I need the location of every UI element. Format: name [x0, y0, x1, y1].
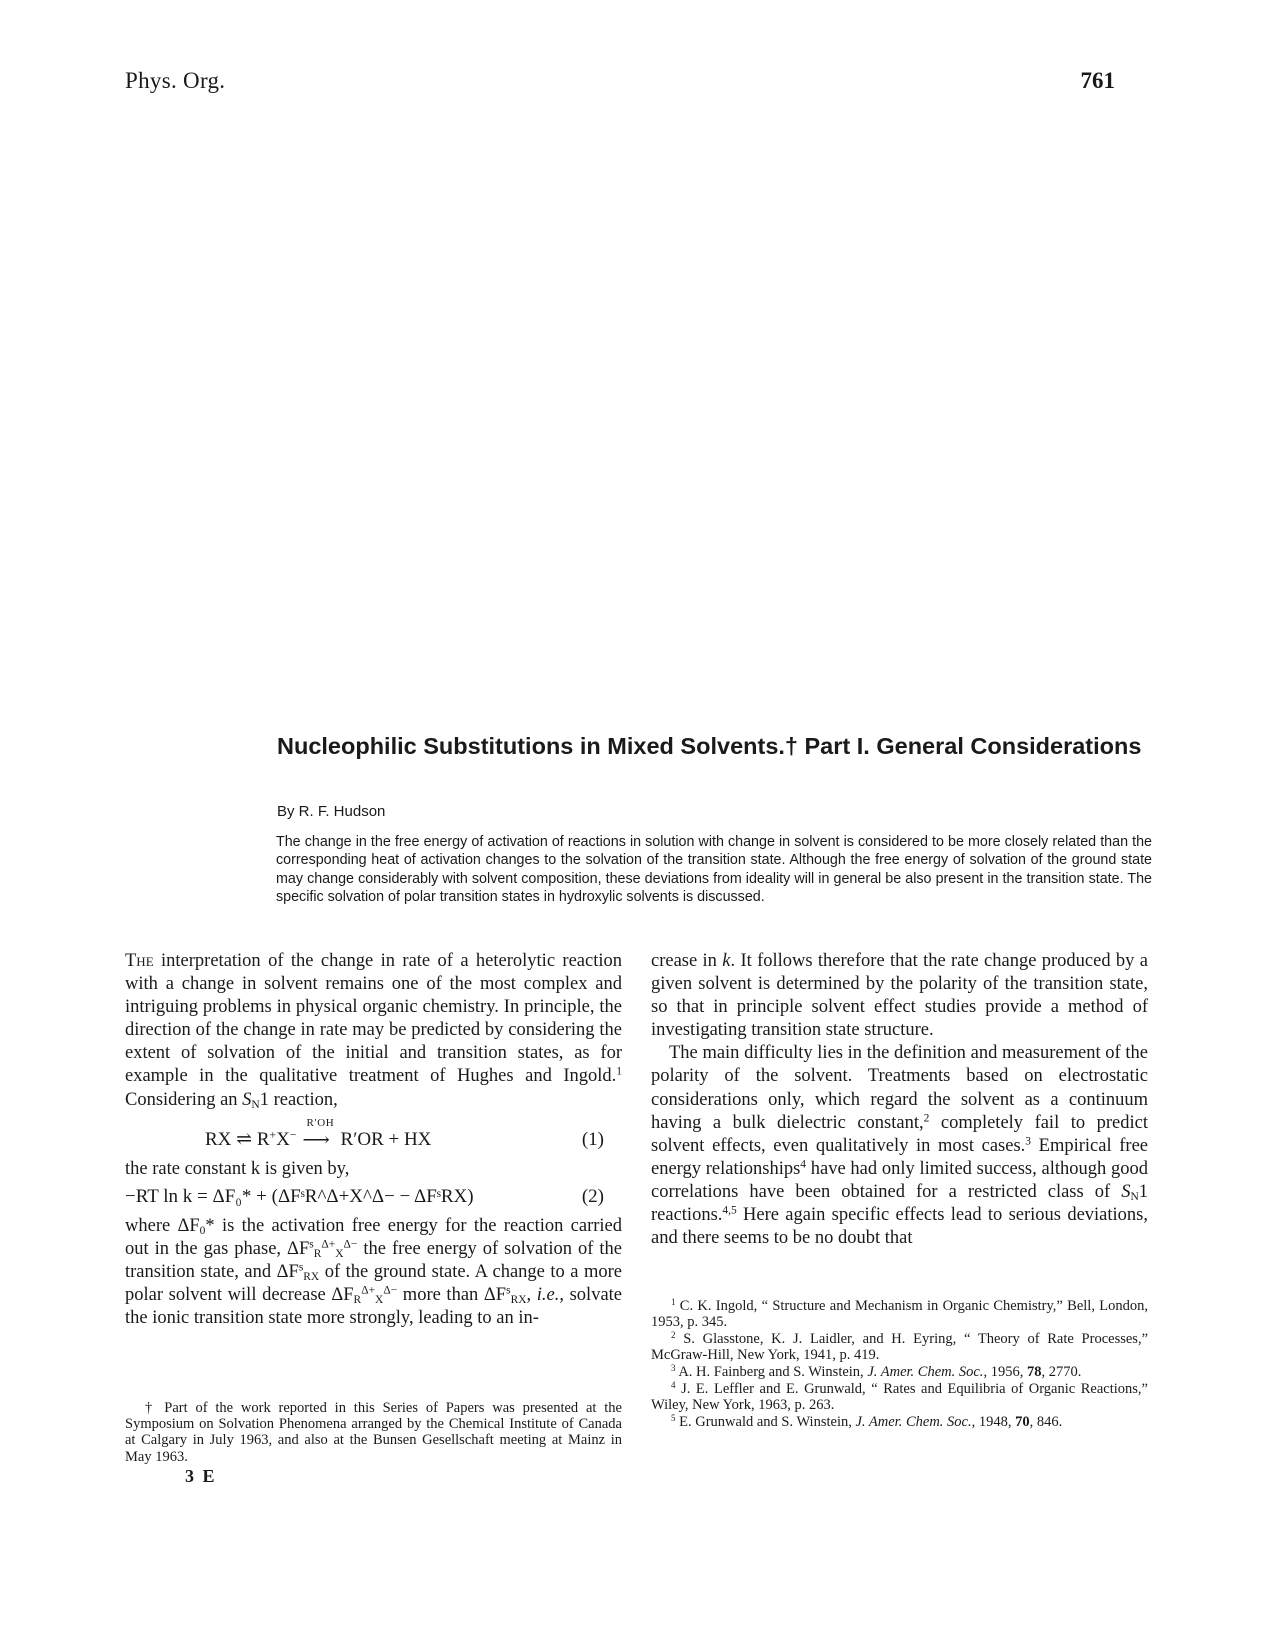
p2-sup1: Δ+: [321, 1238, 336, 1251]
sn-subscript: N: [251, 1098, 260, 1111]
ref-pages: , 846.: [1029, 1414, 1063, 1431]
drop-word: The: [125, 951, 154, 971]
paragraph-1-text-b: Considering an: [125, 1089, 243, 1110]
p2-ie: i.e.: [536, 1285, 560, 1306]
abstract: The change in the free energy of activation of reactions in solution with change in solvent is considered to be more closely related than the corresponding heat of activation changes to the solvation of the transition state. Although the free energy of solvation of the ground state may change considerably with solvent composition, these deviations from ideality will in general be also present in the transition state. The specific solvation of polar transition states in hydroxylic solvents is discussed.: [276, 834, 1152, 906]
reaction-arrow: [302, 1116, 335, 1152]
p4-a: The main difficulty lies in the definition and measurement of the polarity of the solvent. Treatments based on electrostatic considerations only, which regard the solvent as a continuum having a bulk dielectric constant,: [651, 1043, 1148, 1133]
ref-text: E. Grunwald and S. Winstein,: [675, 1414, 856, 1431]
ref-journal: J. Amer. Chem. Soc.: [867, 1364, 984, 1381]
paragraph-1: [125, 950, 622, 1112]
p2-sub1: R: [313, 1247, 322, 1260]
p2-sup3: Δ+: [361, 1284, 376, 1297]
p2-g: , solvate the ionic transition state more strongly, leading to an in-: [125, 1285, 623, 1329]
ref-text: S. Glasstone, K. J. Laidler, and H. Eyring, “ Theory of Rate Processes,” McGraw-Hill, New York, 1941, p. 419.: [651, 1331, 1148, 1364]
ref-volume: 78: [1026, 1364, 1042, 1381]
equation-2: [125, 1181, 622, 1215]
p2-c: the free energy of solvation of the transition state, and ΔF: [125, 1238, 622, 1282]
ref-mark: 1: [616, 1066, 622, 1079]
reference-item: [651, 1381, 1148, 1414]
p2-sub3b: X: [375, 1293, 384, 1306]
p2-a: where ΔF: [125, 1215, 200, 1236]
p4-f: Here again specific effects lead to serious deviations, and there seems to be no doubt that: [651, 1205, 1148, 1249]
ref-text: A. H. Fainberg and S. Winstein,: [675, 1364, 868, 1381]
p3-k: k: [722, 951, 731, 971]
p2-s4: s: [506, 1284, 511, 1297]
p2-d: of the ground state. A change to a more polar solvent will decrease ΔF: [125, 1261, 622, 1306]
rate-sentence: the rate constant k is given by,: [125, 1158, 350, 1179]
equation-1-body: [205, 1116, 432, 1152]
p2-s2: s: [298, 1261, 304, 1274]
p2-b: * is the activation free energy for the reaction carried out in the gas phase, ΔF: [125, 1215, 622, 1259]
reference-item: [651, 1364, 1148, 1380]
ref-pages: , 2770.: [1041, 1364, 1082, 1381]
running-head: Phys. Org.: [125, 68, 226, 93]
p4-e: 1 reactions.: [651, 1181, 1148, 1226]
ref-number: 4: [671, 1380, 676, 1391]
eq1-x: X: [276, 1128, 290, 1150]
reference-item: [651, 1414, 1148, 1430]
equation-1: [125, 1112, 622, 1158]
p4-sn-sub: N: [1130, 1190, 1139, 1203]
equation-2-body: −RT ln k = ΔF₀* + (ΔFˢR^Δ+X^Δ− − ΔFˢRX): [125, 1185, 474, 1207]
p2-sub3: R: [353, 1293, 362, 1306]
ref-number: 1: [671, 1297, 676, 1308]
paragraph-1-text-c: 1 reaction,: [259, 1089, 338, 1110]
paragraph-4: [651, 1042, 1148, 1250]
ref-year: , 1956,: [983, 1364, 1027, 1381]
p2-e: more than ΔF: [397, 1285, 507, 1306]
p2-sup1b: Δ−: [343, 1238, 358, 1251]
dagger-footnote-text: † Part of the work reported in this Series of Papers was presented at the Symposium on Solvation Phenomena arranged by the Chemical Institute of Canada at Calgary in July 1963, and also at the Bunsen Gesellschaft meeting at Mainz in May 1963.: [125, 1400, 622, 1465]
ref-mark-45: 4,5: [722, 1204, 737, 1217]
author-byline: By R. F. Hudson: [277, 803, 386, 820]
p4-c: Empirical free energy relationships: [651, 1135, 1148, 1179]
p2-s1: s: [309, 1238, 314, 1251]
ref-number: 3: [671, 1363, 676, 1374]
p4-sn: S: [1121, 1181, 1131, 1202]
ref-number: 2: [671, 1330, 676, 1341]
ref-mark-2: 2: [923, 1112, 930, 1125]
reference-item: [651, 1331, 1148, 1364]
p2-sub4: RX: [510, 1293, 527, 1306]
arrow-label: R′OH: [306, 1116, 335, 1129]
equation-2-number: (2): [581, 1185, 604, 1207]
ref-mark-4: 4: [800, 1158, 807, 1171]
references-list: [651, 1298, 1148, 1431]
body-column-right: [651, 950, 1148, 1250]
p2-sub0: 0: [199, 1224, 206, 1237]
body-column-left: [125, 950, 622, 1330]
arrow-icon: ⟶: [302, 1129, 330, 1151]
ref-journal: J. Amer. Chem. Soc.: [855, 1414, 972, 1431]
p4-d: have had only limited success, although good correlations have been obtained for a restricted class of: [651, 1158, 1148, 1202]
p3-a: crease in: [651, 951, 723, 971]
paragraph-2: [125, 1215, 622, 1330]
sn-symbol: S: [242, 1089, 252, 1110]
ref-mark-3: 3: [1025, 1135, 1032, 1148]
reference-item: [651, 1298, 1148, 1331]
ref-number: 5: [671, 1413, 676, 1424]
article-title: Nucleophilic Substitutions in Mixed Solvents.† Part I. General Considerations: [277, 733, 1142, 759]
page-number: 761: [1080, 68, 1115, 93]
eq1-plus: +: [269, 1128, 277, 1142]
p2-sub2: RX: [303, 1270, 320, 1283]
p2-sub1b: X: [335, 1247, 344, 1260]
p3-b: . It follows therefore that the rate change produced by a given solvent is determined by the polarity of the transition state, so that in principle solvent effect studies provide a method of investigating transition state structure.: [651, 951, 1148, 1041]
ref-text: J. E. Leffler and E. Grunwald, “ Rates and Equilibria of Organic Reactions,” Wiley, New York, 1963, p. 263.: [651, 1380, 1148, 1414]
p2-sup3b: Δ−: [383, 1284, 398, 1297]
equation-1-number: (1): [581, 1128, 604, 1150]
eq1-left: RX ⇌ R: [205, 1128, 270, 1150]
eq1-minus: −: [289, 1128, 297, 1142]
ref-year: , 1948,: [971, 1414, 1016, 1431]
ref-text: C. K. Ingold, “ Structure and Mechanism in Organic Chemistry,” Bell, London, 1953, p. 345.: [651, 1298, 1148, 1331]
paragraph-3: [651, 950, 1148, 1042]
sheet-mark: 3 E: [185, 1466, 217, 1486]
eq1-right: R′OR + HX: [335, 1128, 432, 1150]
p4-b: completely fail to predict solvent effects, even qualitatively in most cases.: [651, 1112, 1148, 1156]
dagger-footnote: [125, 1400, 622, 1465]
ref-volume: 70: [1015, 1414, 1030, 1431]
p2-f: ,: [526, 1285, 537, 1306]
paragraph-1-text: interpretation of the change in rate of a heterolytic reaction with a change in solvent remains one of the most complex and intriguing problems in physical organic chemistry. In principle, the direction of the change in rate may be predicted by considering the extent of solvation of the initial and transition states, as for example in the qualitative treatment of Hughes and Ingold.: [125, 951, 622, 1087]
